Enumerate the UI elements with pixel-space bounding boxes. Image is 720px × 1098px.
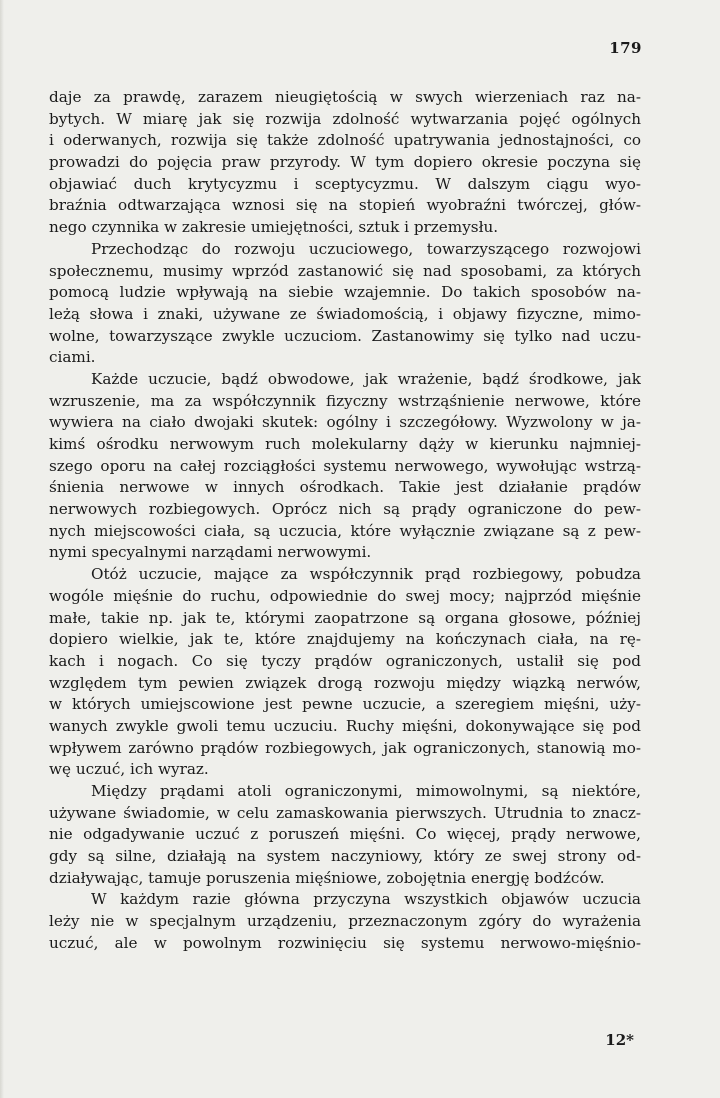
text-line: w których umiejscowione jest pewne uczucie, a szeregiem mięśni, uży-	[49, 695, 641, 714]
text-line: śnienia nerwowe w innych ośrodkach. Takie jest działanie prądów	[49, 478, 641, 497]
text-line: wanych zwykle gwoli temu uczuciu. Ruchy mięśni, dokonywające się pod	[49, 716, 641, 735]
text-line: W każdym razie główna przyczyna wszystkich objawów uczucia	[91, 890, 641, 909]
text-line: nerwowych rozbiegowych. Oprócz nich są prądy ograniczone do pew-	[49, 500, 641, 519]
text-line: społecznemu, musimy wprzód zastanowić się nad sposobami, za których	[49, 261, 641, 280]
text-line: leży nie w specjalnym urządzeniu, przeznaczonym zgóry do wyrażenia	[49, 912, 641, 931]
page-number: 179	[609, 39, 642, 57]
text-line: objawiać duch krytycyzmu i sceptycyzmu. W dalszym ciągu wyo-	[49, 174, 641, 193]
text-line: bytych. W miarę jak się rozwija zdolność wytwarzania pojęć ogólnych	[49, 109, 641, 128]
text-line: wogóle mięśnie do ruchu, odpowiednie do swej mocy; najprzód mięśnie	[49, 586, 641, 605]
text-line: Przechodząc do rozwoju uczuciowego, towarzyszącego rozwojowi	[91, 239, 641, 258]
text-line: Między prądami atoli ograniczonymi, mimowolnymi, są niektóre,	[91, 782, 641, 800]
body-text	[49, 87, 641, 955]
text-line: Otóż uczucie, mające za współczynnik prąd rozbiegowy, pobudza	[91, 565, 641, 584]
text-line: wpływem zarówno prądów rozbiegowych, jak ograniczonych, stanowią mo-	[49, 738, 641, 757]
text-line: kimś ośrodku nerwowym ruch molekularny dąży w kierunku najmniej-	[49, 435, 641, 453]
text-line: działywając, tamuje poruszenia mięśniowe, zobojętnia energję bodźców.	[49, 868, 605, 887]
text-line: nych miejscowości ciała, są uczucia, które wyłącznie związane są z pew-	[49, 521, 641, 540]
text-line: Każde uczucie, bądź obwodowe, jak wrażenie, bądź środkowe, jak	[91, 369, 641, 388]
text-line: nie odgadywanie uczuć z poruszeń mięśni. Co więcej, prądy nerwowe,	[49, 825, 641, 844]
text-line: względem tym pewien związek drogą rozwoju między wiązką nerwów,	[49, 673, 641, 692]
text-line: nymi specyalnymi narządami nerwowymi.	[49, 543, 372, 562]
text-line: braźnia odtwarzająca wznosi się na stopień wyobraźni twórczej, głów-	[49, 196, 641, 215]
text-line: wę uczuć, ich wyraz.	[49, 760, 209, 779]
text-line: leżą słowa i znaki, używane ze świadomością, i objawy fizyczne, mimo-	[49, 304, 641, 323]
text-line: uczuć, ale w powolnym rozwinięciu się systemu nerwowo-mięśnio-	[49, 933, 641, 952]
text-line: wywiera na ciało dwojaki skutek: ogólny i szczegółowy. Wyzwolony w ja-	[49, 413, 641, 432]
text-line: wolne, towarzyszące zwykle uczuciom. Zastanowimy się tylko nad uczu-	[49, 326, 641, 345]
text-line: prowadzi do pojęcia praw przyrody. W tym dopiero okresie poczyna się	[49, 153, 641, 172]
text-line: gdy są silne, działają na system naczyniowy, który ze swej strony od-	[49, 847, 641, 866]
text-line: i oderwanych, rozwija się także zdolność upatrywania jednostajności, co	[49, 131, 641, 150]
printer-signature-mark: 12*	[605, 1031, 634, 1049]
text-line: małe, takie np. jak te, którymi zaopatrzone są organa głosowe, później	[49, 608, 641, 627]
text-line: kach i nogach. Co się tyczy prądów ograniczonych, ustalił się pod	[49, 651, 641, 670]
text-line: szego oporu na całej rozciągłości systemu nerwowego, wywołując wstrzą-	[49, 456, 641, 475]
text-line: ciami.	[49, 348, 96, 367]
text-line: nego czynnika w zakresie umiejętności, sztuk i przemysłu.	[49, 218, 499, 237]
page-edge-shadow	[0, 0, 4, 1098]
text-line: dopiero wielkie, jak te, które znajdujemy na kończynach ciała, na rę-	[49, 630, 641, 649]
text-line: używane świadomie, w celu zamaskowania pierwszych. Utrudnia to znacz-	[49, 803, 641, 822]
text-line: wzruszenie, ma za współczynnik fizyczny wstrząśnienie nerwowe, które	[49, 391, 641, 410]
text-line: daje za prawdę, zarazem nieugiętością w swych wierzeniach raz na-	[49, 88, 641, 106]
text-line: pomocą ludzie wpływają na siebie wzajemnie. Do takich sposobów na-	[49, 283, 641, 302]
